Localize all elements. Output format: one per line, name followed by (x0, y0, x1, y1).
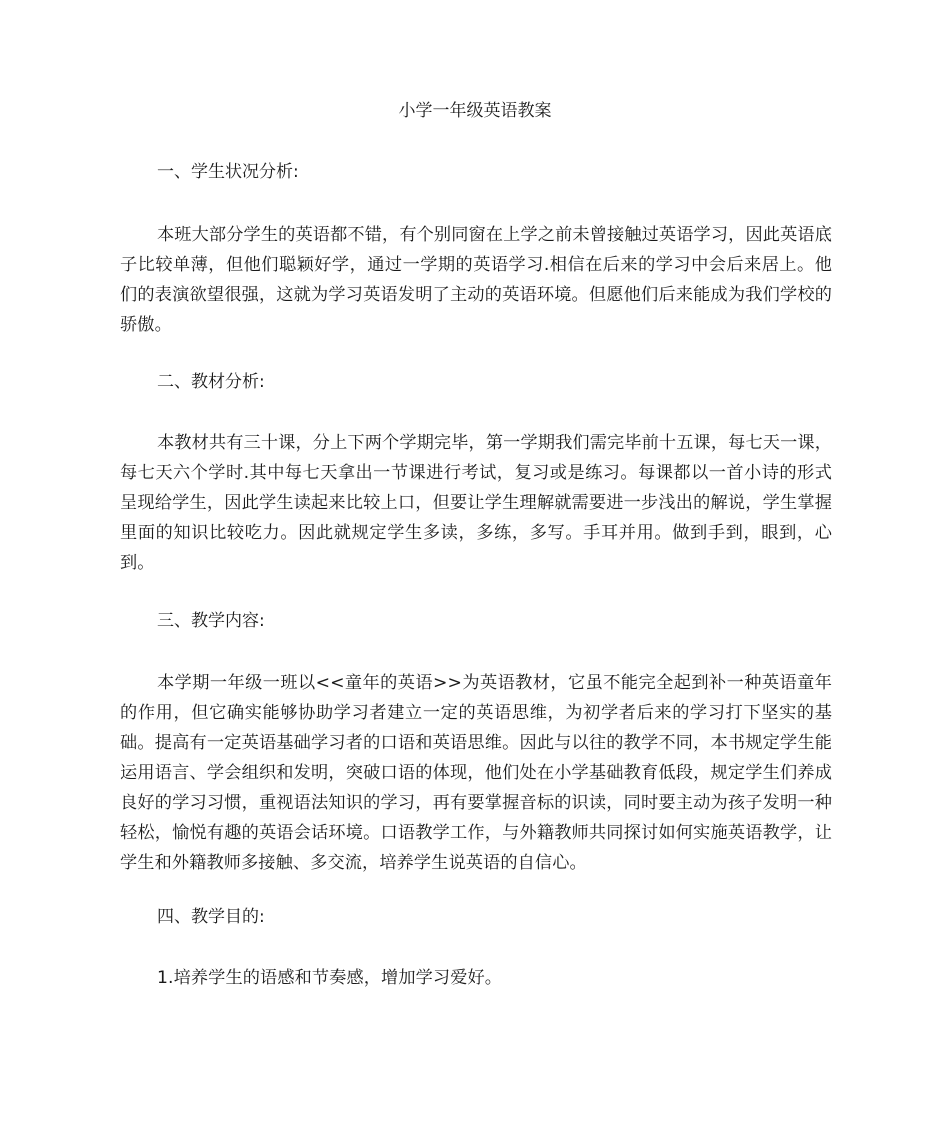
section-body-teaching-content: 本学期一年级一班以<<童年的英语>>为英语教材，它虽不能完全起到补一种英语童年的作用，但它确实能够协助学习者建立一定的英语思维，为初学者后来的学习打下坚实的基础。提高有一定英语基础学习者的口语和英语思维。因此与以往的教学不同，本书规定学生能运用语言、学会组织和发明，突破口语的体现，他们处在小学基础教育低段，规定学生们养成良好的学习习惯，重视语法知识的学习，再有要掌握音标的识读，同时要主动为孩子发明一种轻松，愉悦有趣的英语会话环境。口语教学工作，与外籍教师共同探讨如何实施英语教学，让学生和外籍教师多接触、多交流，培养学生说英语的自信心。 (120, 673, 832, 873)
section-heading-student-analysis: 一、学生状况分析: (157, 162, 299, 182)
section-heading-teaching-goals: 四、教学目的: (157, 907, 265, 927)
section-heading-teaching-content: 三、教学内容: (157, 611, 265, 631)
document-title: 小学一年级英语教案 (398, 101, 552, 121)
section-body-teaching-goals: 1.培养学生的语感和节奏感，增加学习爱好。 (157, 968, 503, 988)
section-body-student-analysis: 本班大部分学生的英语都不错，有个别同窗在上学之前未曾接触过英语学习，因此英语底子比较单薄，但他们聪颖好学，通过一学期的英语学习.相信在后来的学习中会后来居上。他们的表演欲望很强，这就为学习英语发明了主动的英语环境。但愿他们后来能成为我们学校的骄傲。 (120, 225, 832, 335)
section-body-textbook-analysis: 本教材共有三十课，分上下两个学期完毕，第一学期我们需完毕前十五课，每七天一课，每七天六个学时.其中每七天拿出一节课进行考试，复习或是练习。每课都以一首小诗的形式呈现给学生，因此学生读起来比较上口，但要让学生理解就需要进一步浅出的解说，学生掌握里面的知识比较吃力。因此就规定学生多读，多练，多写。手耳并用。做到手到，眼到，心到。 (120, 433, 832, 573)
section-heading-textbook-analysis: 二、教材分析: (157, 372, 265, 392)
